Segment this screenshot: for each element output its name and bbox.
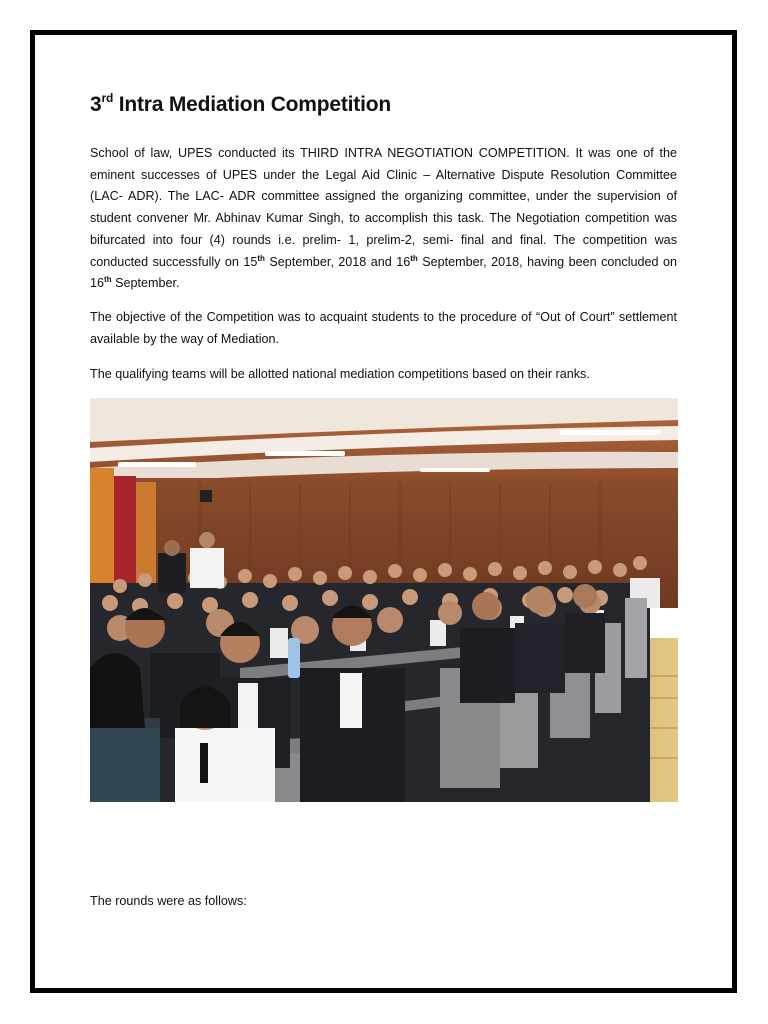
title-ordinal-suffix: rd [101, 91, 114, 105]
intro-text-4: September. [111, 276, 180, 291]
page-title [90, 92, 391, 117]
date-ordinal-1: th [257, 253, 265, 263]
intro-text-1: School of law, UPES conducted its THIRD INTRA NEGOTIATION COMPETITION. It was one of the eminent successes of UPES under the Legal Aid Clinic – Alternative Dispute Resolution Committee (LAC- ADR). The LAC- ADR committee assigned the organizing committee, under the supervision of student convener Mr. Abhinav Kumar Singh, to accomplish this task. The Negotiation competition was bifurcated into four (4) rounds i.e. prelim- 1, prelim-2, semi- final and final. The competition was conducted successfully on 15 [90, 146, 677, 269]
objective-paragraph: The objective of the Competition was to acquaint students to the procedure of “Out of Court” settlement available by the way of Mediation. [90, 310, 677, 346]
date-ordinal-3: th [104, 275, 112, 285]
intro-text-2: September, 2018 and 16 [264, 254, 411, 269]
intro-text-3: September, 2018, having been concluded on 16 [90, 254, 677, 291]
rounds-heading: The rounds were as follows: [90, 894, 247, 908]
qualifying-paragraph: The qualifying teams will be allotted national mediation competitions based on their ranks. [90, 367, 590, 381]
auditorium-photo [90, 398, 678, 802]
title-text: Intra Mediation Competition [113, 93, 391, 116]
title-number: 3 [90, 93, 102, 116]
intro-paragraph [90, 143, 677, 295]
date-ordinal-2: th [410, 253, 418, 263]
